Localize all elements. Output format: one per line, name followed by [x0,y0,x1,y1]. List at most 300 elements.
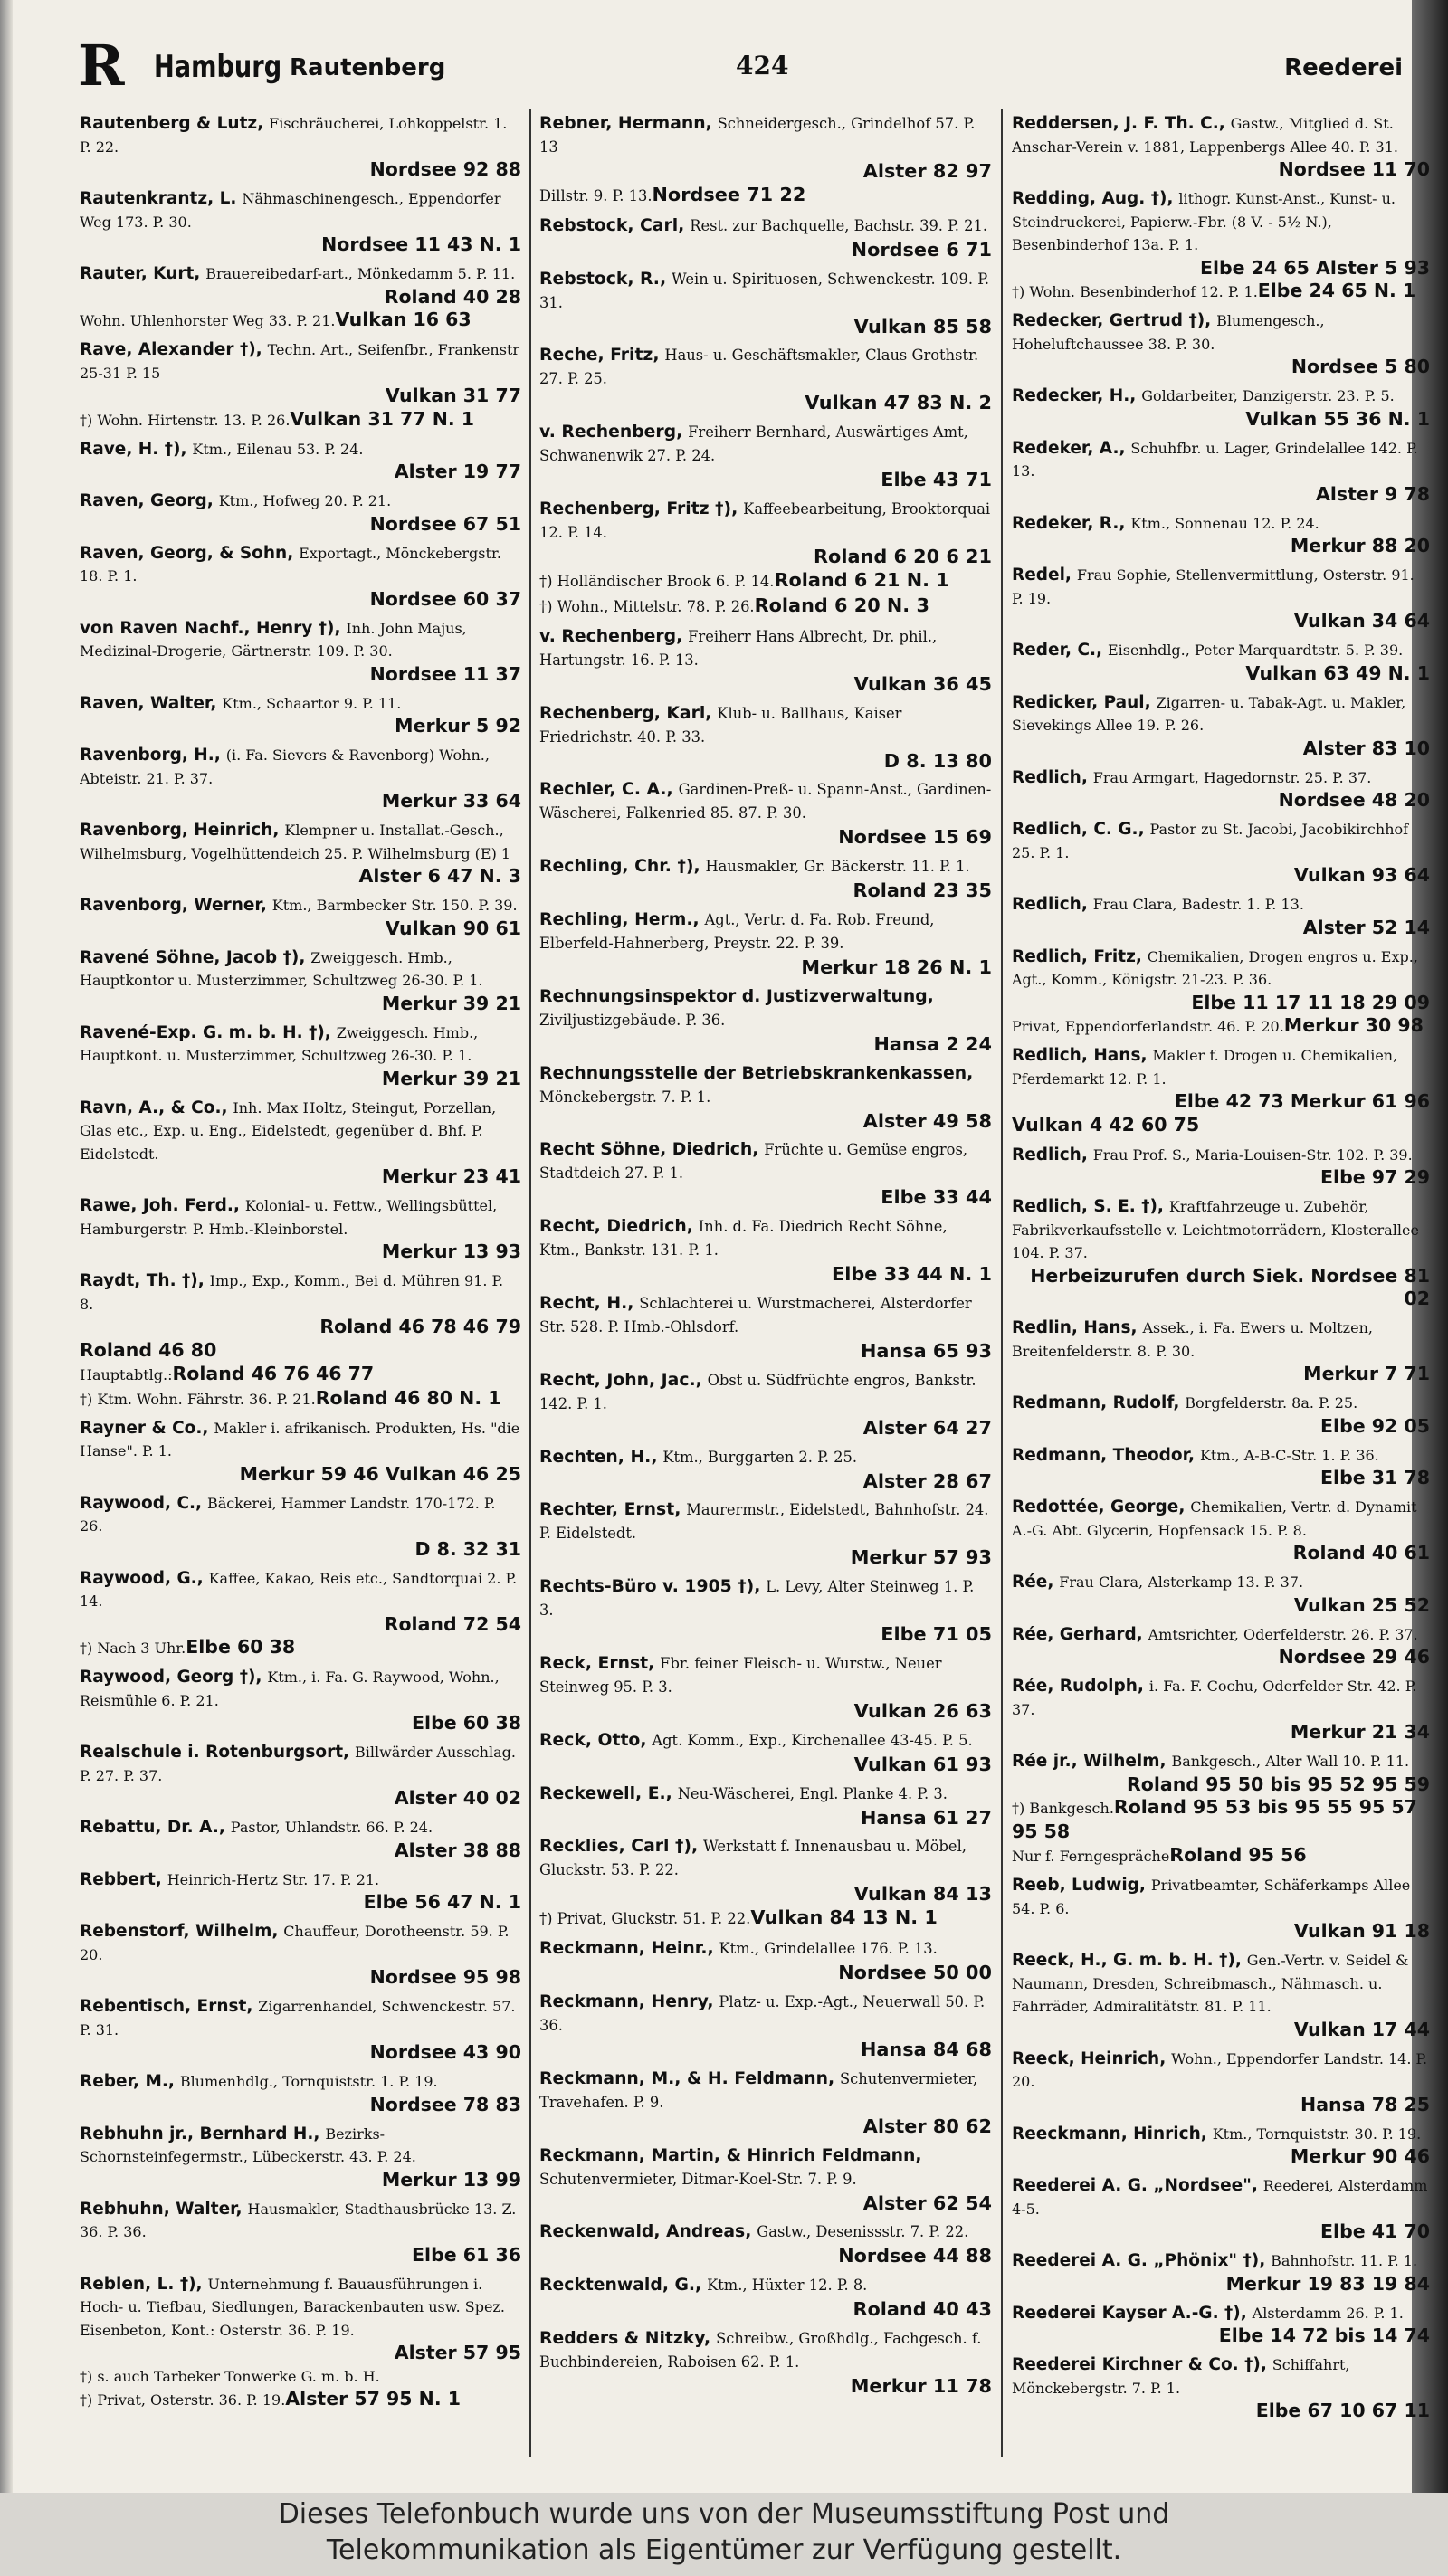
entry-line [539,2220,992,2244]
entry-description: Pastor zu St. Jacobi, Jacobikirchhof 25. P. 1. [1012,821,1409,861]
directory-entry [80,1417,521,1487]
entry-extra-line [80,2388,521,2412]
entry-line [539,214,992,238]
entry-phone: Merkur 39 21 [381,1067,521,1089]
entry-phone: Hansa 61 27 [860,1806,992,1829]
entry-line [1012,1444,1430,1468]
entry-description: Agt., Vertr. d. Fa. Rob. Freund, Elberfeld-Hahnerberg, Preystr. 22. P. 39. [539,910,935,952]
entry-line [1012,1949,1430,2019]
entry-extra-line [80,408,521,433]
entry-phone: Merkur 59 46 Vulkan 46 25 [239,1462,521,1485]
entry-description: Unternehmung f. Bauausführungen i. Hoch- u. Tiefbau, Siedlungen, Barackenbauten usw. Spez. Eisenbeton, Kont.: Osterstr. 36. P. 19. [80,2275,505,2339]
entry-name: Reber, M., [80,2072,175,2091]
directory-entry [1012,1623,1430,1669]
entry-name: v. Rechenberg, [539,423,683,442]
entry-name: Raywood, C., [80,1493,203,1513]
entry-name: Ravn, A., & Co., [80,1098,228,1117]
directory-entry [1012,1874,1430,1944]
entry-line [80,1194,521,1240]
entry-name: Raven, Walter, [80,693,217,713]
entry-name: Reder, C., [1012,641,1103,660]
directory-entry [539,985,992,1056]
entry-description: Freiherr Hans Albrecht, Dr. phil., Hartungstr. 16. P. 13. [539,627,938,669]
entry-description: Schuhfbr. u. Lager, Grindelallee 142. P. 13. [1012,439,1418,480]
entry-phone: Elbe 61 36 [412,2243,521,2266]
entry-name: Reckmann, Henry, [539,1991,714,2011]
entry-phone: Roland 6 20 6 21 [814,545,992,567]
entry-phone: Alster 28 67 [862,1469,992,1492]
entry-extra-text: †) Privat, Gluckstr. 51. P. 22. [539,1910,751,1928]
directory-entry [80,617,521,687]
entry-extra-line [1012,1114,1430,1138]
directory-entry [539,855,992,902]
entry-name: Ravenborg, H., [80,746,221,765]
entry-description: Maurermstr., Eidelstedt, Bahnhofstr. 24. P. Eidelstedt. [539,1501,989,1543]
entry-description: Blumengesch., Hoheluftchaussee 38. P. 30. [1012,312,1325,353]
entry-description: Wohn., Eppendorfer Landstr. 14. P. 20. [1012,2049,1428,2090]
entry-description: Kolonial- u. Fettw., Wellingsbüttel, Hamburgerstr. P. Hmb.-Kleinborstel. [80,1197,498,1238]
entry-line [1012,1496,1430,1542]
directory-entry [1012,1571,1430,1617]
entry-phone: Herbeizurufen durch Siek. Nordsee 81 02 [1030,1264,1430,1309]
entry-description: Ktm., i. Fa. G. Raywood, Wohn., Reismühle 6. P. 21. [80,1668,500,1709]
entry-name: Redders & Nitzky, [539,2328,711,2348]
entry-phone: Elbe 24 65 Alster 5 93 [1199,256,1430,279]
entry-name: Raven, Georg, [80,491,214,510]
entry-line [539,1446,992,1469]
directory-entry [539,2327,992,2398]
directory-entry [539,2144,992,2215]
entry-name: Redecker, H., [1012,386,1137,405]
entry-phone: Nordsee 11 70 [1278,158,1430,180]
entry-line [80,1741,521,1787]
entry-phone: Roland 40 61 [1292,1542,1430,1564]
last-entry-label: Reederei [1284,54,1403,81]
directory-entry [80,1868,521,1915]
directory-entry [539,498,992,619]
entry-description: Brauereibedarf-art., Mönkedamm 5. P. 11. [205,265,516,282]
entry-phone: Vulkan 55 36 N. 1 [1245,407,1430,430]
entry-name: Rayner & Co., [80,1418,209,1438]
entry-name: Rechling, Chr. †), [539,857,700,877]
entry-extra-text: †) Nach 3 Uhr. [80,1640,186,1657]
entry-line [539,1369,992,1416]
entry-extra-text: †) Privat, Osterstr. 36. P. 19. [80,2391,286,2409]
entry-line [539,2327,992,2374]
entry-phone: Alster 57 95 [394,2342,521,2363]
entry-description: Ktm., Barmbecker Str. 150. P. 39. [272,897,518,914]
column-2 [539,112,992,2465]
directory-entry [80,744,521,813]
entry-description: L. Levy, Alter Steinweg 1. P. 3. [539,1578,975,1620]
entry-name: Rée, [1012,1573,1054,1592]
entry-line [80,1567,521,1613]
entry-line [539,268,992,315]
directory-entry [539,421,992,491]
entry-phone: D 8. 32 31 [414,1537,521,1560]
directory-entry [80,1920,521,1990]
entry-description: Bahnhofstr. 11. P. 1. [1271,2252,1418,2269]
directory-entry [539,2220,992,2267]
entry-name: Rée, Gerhard, [1012,1624,1143,1644]
entry-extra-line [539,1906,992,1931]
directory-entry [80,112,521,182]
directory-entry [80,2198,521,2267]
entry-description: Schlachterei u. Wurstmacherei, Alsterdorfer Str. 528. P. Hmb.-Ohlsdorf. [539,1294,972,1336]
entry-name: Redmann, Theodor, [1012,1445,1196,1465]
city-name: Hamburg [154,49,282,85]
entry-description: Ktm., Schaartor 9. P. 11. [222,694,402,712]
entry-phone: Merkur 13 93 [381,1240,521,1262]
directory-entry [1012,2302,1430,2348]
directory-entry [1012,1949,1430,2041]
entry-name: Rechnungsinspektor d. Justizverwaltung, [539,986,934,1006]
entry-name: Rebenstorf, Wilhelm, [80,1922,279,1941]
entry-phone: Nordsee 43 90 [369,2041,521,2063]
directory-entry [80,1194,521,1264]
directory-entry [539,1138,992,1209]
entry-line [80,187,521,233]
entry-line [539,855,992,879]
entry-line [539,1835,992,1882]
entry-name: Reckenwald, Andreas, [539,2222,752,2242]
entry-name: Rave, Alexander †), [80,340,262,359]
entry-line [1012,112,1430,158]
entry-phone: Nordsee 50 00 [838,1962,992,1984]
entry-description: Bankgesch., Alter Wall 10. P. 11. [1171,1753,1410,1770]
entry-name: Reckewell, E., [539,1783,672,1803]
entry-description: Chauffeur, Dorotheenstr. 59. P. 20. [80,1923,510,1963]
directory-entry [539,1782,992,1830]
entry-phone: Merkur 5 92 [395,715,521,737]
entry-phone: Nordsee 6 71 [851,238,992,261]
entry-line [80,438,521,461]
entry-extra-line [1012,1796,1430,1844]
entry-line [1012,766,1430,790]
entry-name: Rautenberg & Lutz, [80,114,264,133]
directory-entry [1012,1496,1430,1565]
entry-line [539,421,992,468]
entry-line [80,1097,521,1166]
entry-phone: Hansa 78 25 [1300,2093,1430,2115]
entry-extra-line [1012,1014,1430,1039]
directory-entry [80,1097,521,1189]
entry-name: Rave, H. †), [80,439,187,459]
entry-description: Alsterdamm 26. P. 1. [1252,2304,1404,2322]
entry-extra-line [80,2365,521,2389]
entry-name: Redel, [1012,566,1072,585]
entry-line [1012,512,1430,536]
column-1 [80,112,521,2465]
entry-extra-phone: Vulkan 4 42 60 75 [1012,1113,1200,1136]
entry-description: Neu-Wäscherei, Engl. Planke 4. P. 3. [677,1784,948,1802]
entry-line [80,617,521,663]
entry-extra-phone: Elbe 24 65 N. 1 [1257,280,1416,301]
entry-description: Schiffahrt, Mönckebergstr. 7. P. 1. [1012,2356,1350,2397]
directory-entry [1012,1195,1430,1311]
directory-entry [80,819,521,889]
directory-entry [80,692,521,738]
entry-line [539,1138,992,1185]
entry-extra-text: †) Wohn. Hirtenstr. 13. P. 26. [80,411,291,429]
entry-description: Exportagt., Mönckebergstr. 18. P. 1. [80,544,501,585]
entry-extra-line [80,1339,521,1364]
entry-extra-phone: Vulkan 16 63 [335,309,472,330]
entry-extra-text: †) Ktm. Wohn. Fährstr. 36. P. 21. [80,1390,316,1408]
entry-name: Recklies, Carl †), [539,1837,699,1857]
entry-name: Ravenborg, Heinrich, [80,821,280,840]
entry-line [80,1920,521,1966]
entry-description: Frau Sophie, Stellenvermittlung, Osterstr. 91. P. 19. [1012,566,1415,607]
entry-name: Rée jr., Wilhelm, [1012,1752,1167,1771]
entry-name: Rebhuhn, Walter, [80,2199,243,2219]
directory-entry [539,1652,992,1723]
entry-extra-text: Dillstr. 9. P. 13. [539,187,653,204]
entry-line [539,908,992,955]
directory-entry [539,268,992,338]
entry-name: Rebentisch, Ernst, [80,1997,253,2016]
entry-description: Mönckebergstr. 7. P. 1. [539,1088,711,1106]
directory-entry [1012,893,1430,939]
entry-name: Rebstock, Carl, [539,215,685,235]
entry-name: Rechling, Herm., [539,909,700,929]
entry-name: Raywood, Georg †), [80,1668,262,1687]
entry-name: Reckmann, Heinr., [539,1939,714,1959]
entry-phone: Merkur 7 71 [1303,1363,1430,1384]
entry-phone: Nordsee 67 51 [369,512,521,535]
entry-name: Recht, Diedrich, [539,1217,693,1237]
entry-description: Klub- u. Ballhaus, Kaiser Friedrichstr. 40. P. 33. [539,704,902,746]
entry-phone: Merkur 21 34 [1290,1721,1430,1743]
entry-line [1012,893,1430,917]
entry-line [80,1666,521,1712]
entry-name: Redlich, [1012,1145,1088,1164]
entry-phone: Elbe 41 70 [1320,2220,1430,2242]
entry-phone: Vulkan 61 93 [853,1753,992,1775]
directory-entry [539,1369,992,1440]
entry-description: Zigarren- u. Tabak-Agt. u. Makler, Sievekings Allee 19. P. 26. [1012,693,1406,734]
entry-name: Reeckmann, Hinrich, [1012,2124,1207,2143]
entry-phone: Vulkan 25 52 [1293,1593,1430,1616]
entry-description: Eisenhdlg., Peter Marquardtstr. 5. P. 39. [1107,642,1404,659]
directory-entry [1012,818,1430,888]
entry-description: Agt. Komm., Exp., Kirchenallee 43-45. P. 5. [652,1731,973,1749]
entry-line [1012,1044,1430,1090]
entry-name: Reederei A. G. „Nordsee", [1012,2176,1258,2195]
entry-phone: D 8. 13 80 [883,749,992,772]
entry-name: Rechenberg, Fritz †), [539,499,738,518]
directory-entry [539,112,992,208]
entry-phone: Roland 72 54 [384,1612,521,1635]
entry-name: Rauter, Kurt, [80,264,201,283]
entry-name: Rechts-Büro v. 1905 †), [539,1577,761,1597]
entry-line [539,1575,992,1622]
entry-line [539,344,992,391]
entry-name: Reddersen, J. F. Th. C., [1012,114,1225,133]
entry-phone: Elbe 71 05 [881,1623,992,1646]
entry-phone: Alster 83 10 [1302,737,1430,759]
entry-description: Ktm., Hüxter 12. P. 8. [707,2277,868,2295]
entry-extra-phone: Roland 46 76 46 77 [172,1363,375,1384]
entry-phone: Nordsee 95 98 [369,1966,521,1988]
directory-entry [1012,766,1430,813]
directory-entry [539,1729,992,1776]
entry-phone: Nordsee 44 88 [838,2245,992,2267]
entry-line [80,1417,521,1463]
directory-entry [1012,1444,1430,1490]
directory-entry [539,908,992,979]
entry-description: Pastor, Uhlandstr. 66. P. 24. [230,1819,433,1836]
entry-name: Raywood, G., [80,1568,204,1588]
entry-description: Makler i. afrikanisch. Produkten, Hs. "die Hanse". P. 1. [80,1419,520,1459]
entry-name: Raven, Georg, & Sohn, [80,543,294,563]
entry-line [80,744,521,790]
entry-phone: Vulkan 34 64 [1293,610,1430,632]
entry-name: Raydt, Th. †), [80,1271,205,1290]
entry-phone: Nordsee 11 37 [369,662,521,685]
directory-entry [80,438,521,484]
entry-phone: Elbe 43 71 [881,469,992,491]
entry-name: Reeb, Ludwig, [1012,1876,1146,1895]
directory-entry [80,1022,521,1091]
entry-phone: Nordsee 5 80 [1291,356,1430,377]
entry-name: Recht Söhne, Diedrich, [539,1140,759,1160]
entry-description: Ktm., A-B-C-Str. 1. P. 36. [1199,1446,1379,1464]
entry-phone: Alster 49 58 [862,1109,992,1132]
directory-entry [539,1062,992,1133]
entry-name: Redlich, [1012,895,1088,914]
entry-phone: Merkur 90 46 [1290,2145,1430,2167]
entry-extra-line [80,1636,521,1660]
directory-entry [1012,2048,1430,2117]
entry-line [80,2273,521,2343]
entry-phone: Merkur 88 20 [1290,535,1430,556]
entry-description: Ktm., Hofweg 20. P. 21. [218,492,392,509]
entry-line [1012,2123,1430,2146]
entry-phone: Alster 64 27 [862,1416,992,1439]
entry-line [1012,1144,1430,1167]
entry-description: Inh. Max Holtz, Steingut, Porzellan, Glas etc., Exp. u. Eng., Eidelstedt, gegenüber d. Bhf. P. Eidelstedt. [80,1098,497,1163]
entry-extra-phone: Vulkan 31 77 N. 1 [290,407,475,430]
entry-line [539,1498,992,1545]
entry-line [539,2144,992,2191]
entry-extra-phone: Vulkan 84 13 N. 1 [750,1906,938,1929]
entry-extra-line [539,568,992,594]
entry-extra-phone: Roland 46 80 [80,1338,217,1361]
entry-phone: Nordsee 60 37 [369,587,521,610]
entry-name: Reckmann, Martin, & Hinrich Feldmann, [539,2145,922,2165]
entry-name: Recktenwald, G., [539,2276,702,2296]
entry-line [1012,691,1430,737]
entry-description: Goldarbeiter, Danzigerstr. 23. P. 5. [1141,387,1395,404]
entry-name: Redeker, A., [1012,438,1126,458]
entry-extra-text: †) s. auch Tarbeker Tonwerke G. m. b. H. [80,2367,380,2385]
entry-line [1012,2174,1430,2220]
entry-name: Rée, Rudolph, [1012,1677,1144,1696]
entry-name: Redottée, George, [1012,1497,1186,1516]
entry-name: Rebhuhn jr., Bernhard H., [80,2124,320,2143]
entry-extra-phone: Nordsee 71 22 [652,184,806,205]
entry-description: Wein u. Spirituosen, Schwenckestr. 109. P. 31. [539,270,990,311]
directory-entry [80,1741,521,1811]
entry-phone: Vulkan 90 61 [385,917,521,939]
directory-entry [539,1835,992,1931]
entry-extra-text: Nur f. Ferngespräche [1012,1848,1170,1865]
entry-name: Reederei Kayser A.-G. †), [1012,2303,1247,2323]
entry-extra-line [539,594,992,619]
directory-entry [1012,691,1430,761]
entry-phone: Alster 82 97 [862,160,992,182]
entry-description: Schneidergesch., Grindelhof 57. P. 13 [539,115,976,156]
entry-line [1012,385,1430,408]
directory-entry [1012,2249,1430,2296]
entry-phone: Nordsee 48 20 [1278,789,1430,811]
directory-entry [1012,2353,1430,2423]
entry-name: Redmann, Rudolf, [1012,1393,1180,1412]
directory-entry [539,702,992,773]
entry-phone: Elbe 97 29 [1320,1166,1430,1188]
entry-extra-phone: Alster 57 95 N. 1 [285,2388,462,2410]
entry-line [80,819,521,865]
entry-line [1012,818,1430,864]
entry-phone: Merkur 18 26 N. 1 [801,955,992,978]
entry-name: Rawe, Joh. Ferd., [80,1196,240,1215]
directory-entry [1012,1675,1430,1744]
entry-phone: Merkur 57 93 [850,1546,992,1569]
entry-description: Haus- u. Geschäftsmakler, Claus Grothstr. 27. P. 25. [539,347,979,388]
directory-entry [539,344,992,414]
entry-line [539,112,992,159]
entry-description: Zweiggesch. Hmb., Hauptkont. u. Musterzimmer, Schultzweg 26-30. P. 1. [80,1023,479,1064]
entry-description: Billwärder Ausschlag. P. 27. P. 37. [80,1744,516,1784]
entry-line [1012,1675,1430,1721]
entry-name: Redding, Aug. †), [1012,189,1174,208]
entry-phone: Hansa 65 93 [860,1339,992,1362]
entry-description: lithogr. Kunst-Anst., Kunst- u. Steindruckerei, Papierw.-Fbr. (8 V. - 5½ N.), Besenbinderhof 13a. P. 1. [1012,190,1396,253]
entry-extra-phone: Elbe 60 38 [186,1636,296,1658]
directory-entry [1012,1317,1430,1386]
entry-line [1012,1571,1430,1594]
entry-name: Rebner, Hermann, [539,114,712,133]
entry-name: Rechten, H., [539,1447,658,1467]
entry-description: Frau Prof. S., Maria-Louisen-Str. 102. P. 39. [1092,1145,1413,1164]
entry-description: Gen.-Vertr. v. Seidel & Naumann, Dresden, Schreibmasch., Nähmasch. u. Fahrräder, Admiralitätstr. 81. P. 11. [1012,1952,1409,2015]
entry-phone: Merkur 39 21 [381,992,521,1014]
entry-name: von Raven Nachf., Henry †), [80,618,341,638]
entry-name: Recht, H., [539,1293,634,1313]
entry-line [539,498,992,545]
entry-description: Ziviljustizgebäude. P. 36. [539,1011,726,1029]
entry-name: Reeck, Heinrich, [1012,2048,1167,2068]
entry-description: Ktm., Eilenau 53. P. 24. [192,440,364,458]
entry-name: Reckmann, M., & H. Feldmann, [539,2068,835,2088]
directory-entry [80,2273,521,2412]
entry-name: Reck, Otto, [539,1730,647,1750]
entry-description: Ktm., Tornquiststr. 30. P. 19. [1212,2124,1422,2143]
entry-line [539,1062,992,1109]
section-letter: R [78,33,123,99]
directory-entry [80,187,521,257]
directory-entry [80,490,521,536]
entry-phone: Nordsee 15 69 [838,826,992,849]
entry-phone: Alster 38 88 [394,1839,521,1861]
entry-description: Bezirks-Schornsteinfegermstr., Lübeckerstr. 43. P. 24. [80,2124,416,2165]
directory-entry [539,1937,992,1984]
directory-entry [539,1215,992,1286]
directory-entry [539,1991,992,2061]
directory-entry [1012,1044,1430,1137]
directory-entry [1012,946,1430,1039]
